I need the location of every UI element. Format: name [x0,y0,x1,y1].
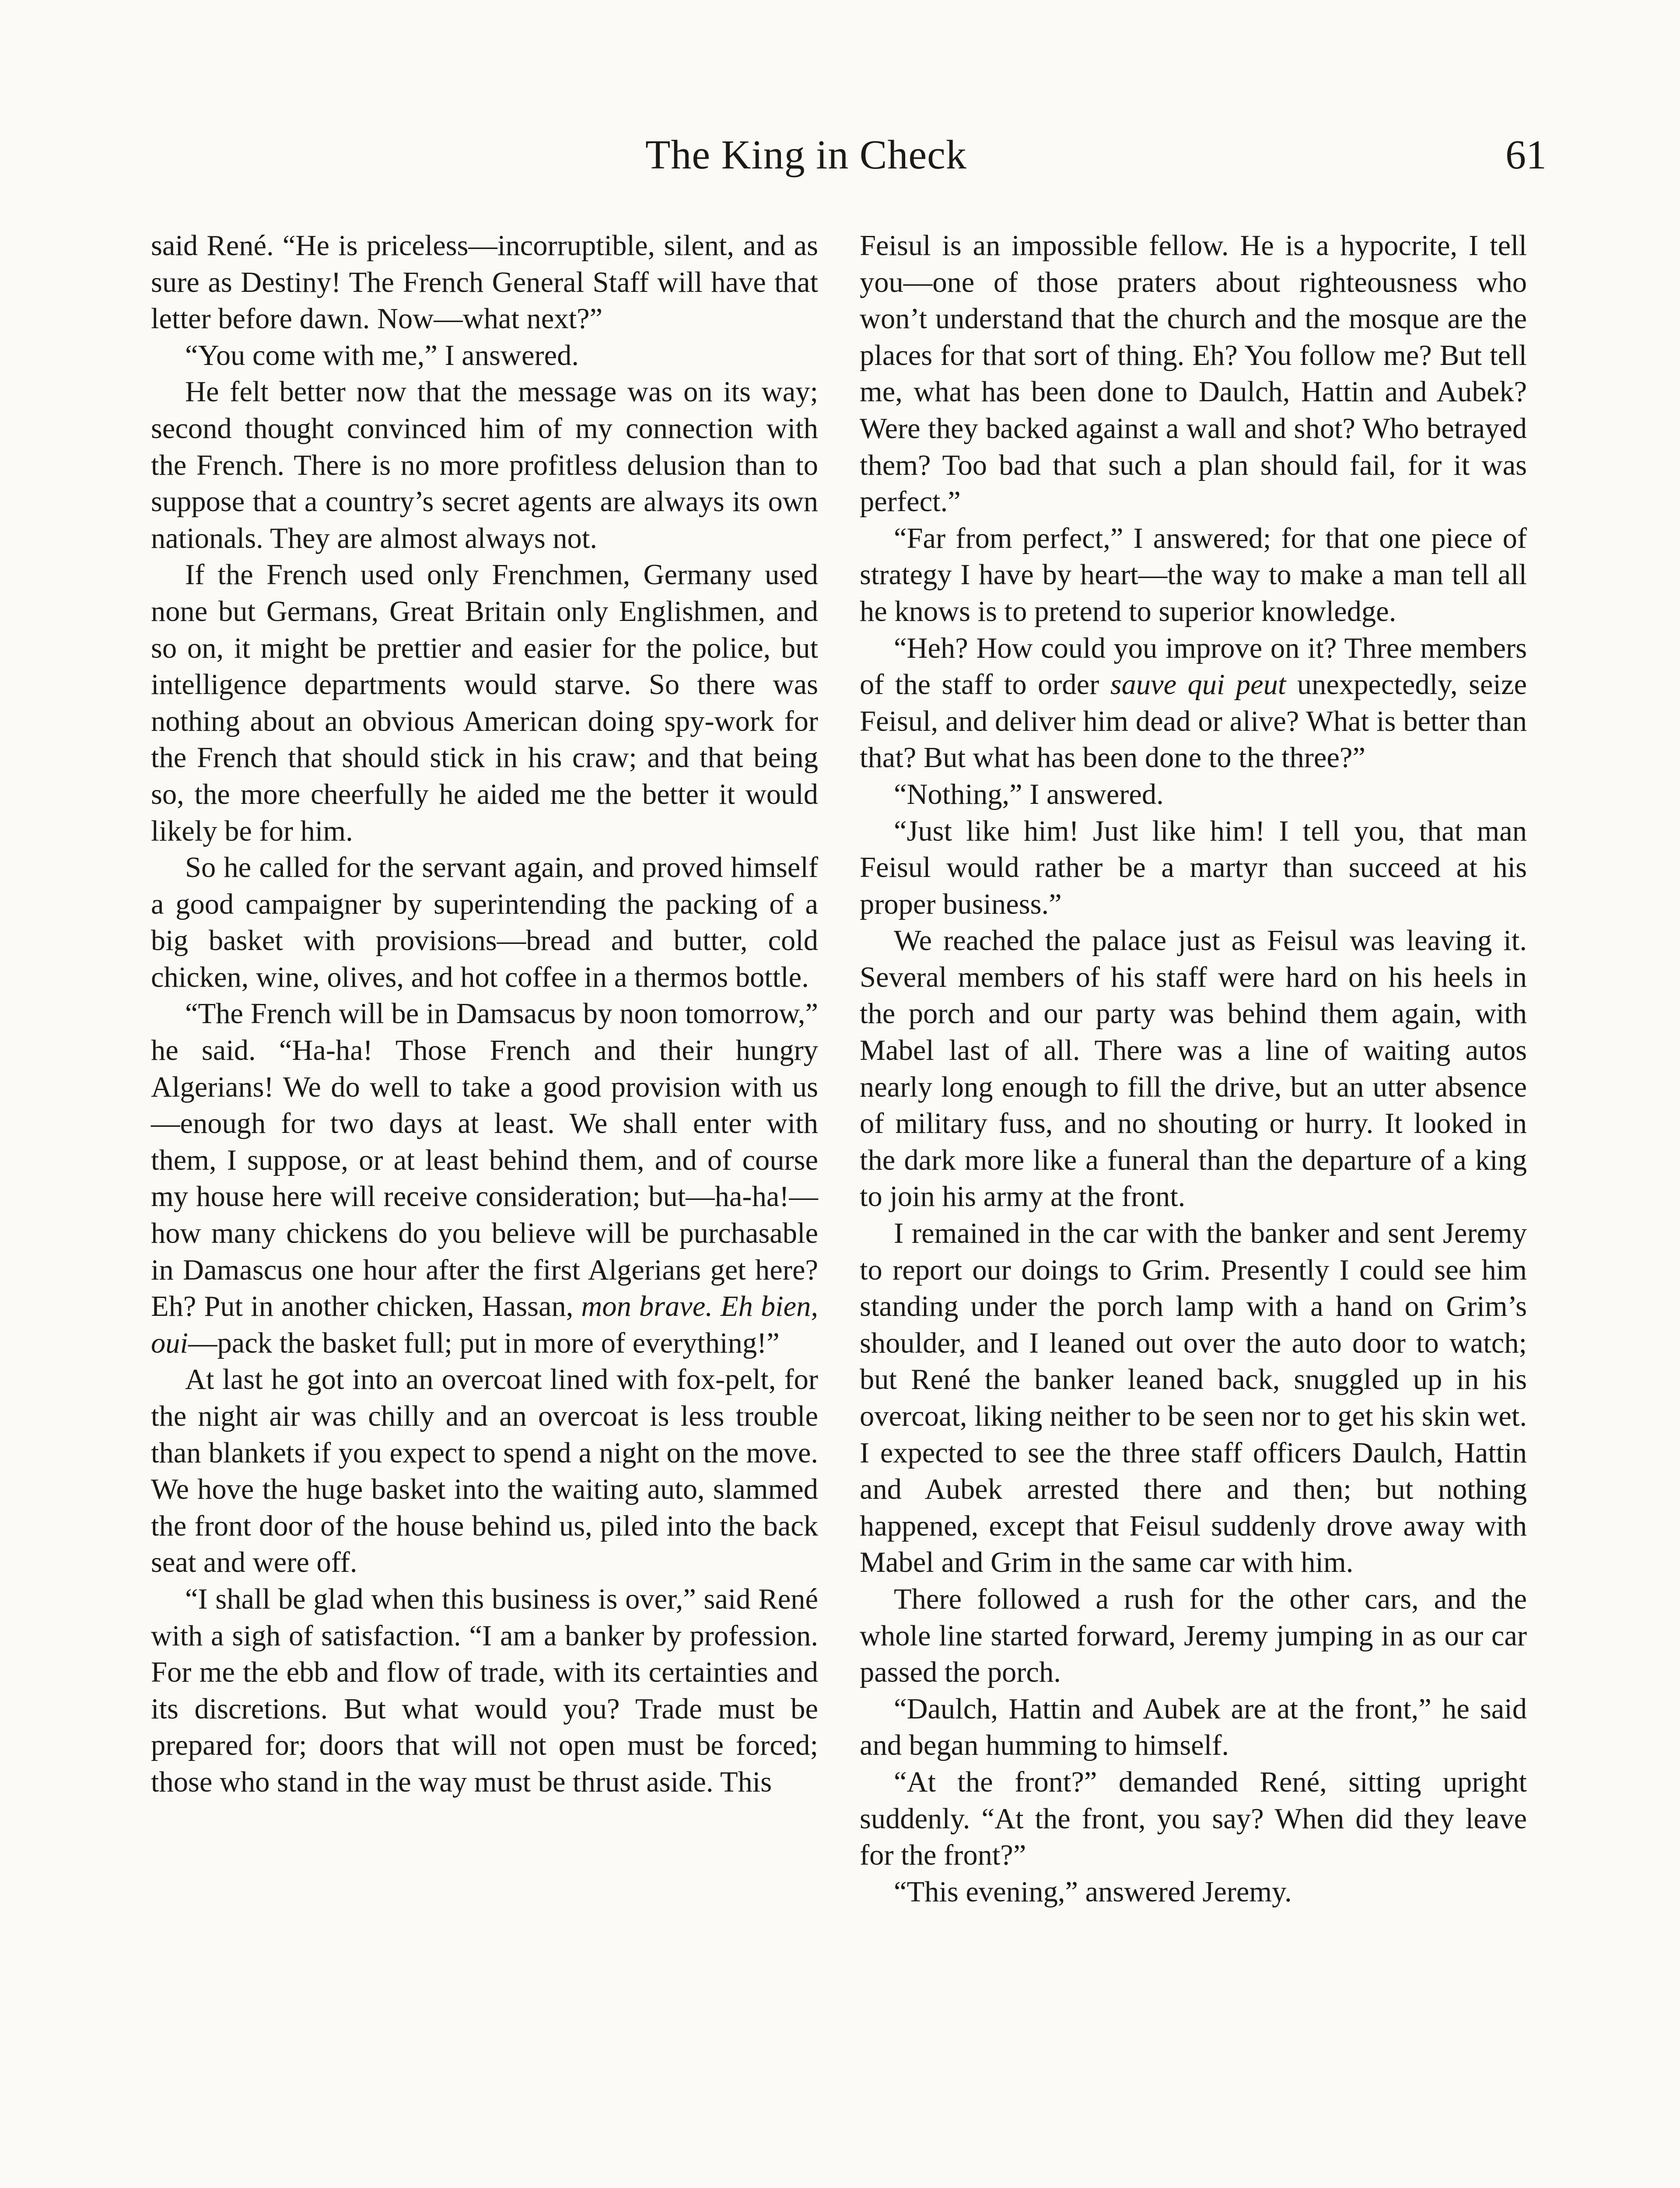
paragraph: “Just like him! Just like him! I tell you, that man Feisul would rather be a martyr than succeed at his proper business.” [860,815,1527,920]
paragraph: “Daulch, Hattin and Aubek are at the front,” he said and began humming to himself. [860,1693,1527,1762]
paragraph: “Nothing,” I answered. [894,778,1164,810]
left-column [151,228,818,1801]
page-number: 61 [1505,132,1547,178]
paragraph: “At the front?” demanded René, sitting upright suddenly. “At the front, you say? When did they leave for the front?” [860,1766,1527,1872]
paragraph: If the French used only Frenchmen, Germany used none but Germans, Great Britain only Englishmen, and so on, it might be prettier and easier for the police, but intelligence departments would starve. So there was nothing about an obvious American doing spy-work for the French that should stick in his craw; and that being so, the more cheerfully he aided me the better it would likely be for him. [151,559,818,847]
paragraph-text: “The French will be in Damsacus by noon tomorrow,” he said. “Ha-ha! Those French and their hungry Algerians! We do well to take a good provision with us—enough for two days at least. We shall enter with them, I suppose, or at least behind them, and of course my house here will receive consideration; but—ha-ha!—how many chickens do you believe will be purchasable in Damascus one hour after the first Algerians get here? Eh? Put in another chicken, Hassan, [151,998,818,1323]
italic-phrase: mon brave. Eh bien, oui [151,1290,818,1359]
paragraph: Feisul is an impossible fellow. He is a hypocrite, I tell you—one of those praters about righteousness who won’t understand that the church and the mosque are the places for that sort of thing. Eh? You follow me? But tell me, what has been done to Daulch, Hattin and Aubek? Were they backed against a wall and shot? Who betrayed them? Too bad that such a plan should fail, for it was perfect.” [860,230,1527,518]
paragraph: We reached the palace just as Feisul was leaving it. Several members of his staff were hard on his heels in the porch and our party was behind them again, with Mabel last of all. There was a line of waiting autos nearly long enough to fill the drive, but an utter absence of military fuss, and no shouting or hurry. It looked in the dark more like a funeral than the departure of a king to join his army at the front. [860,925,1527,1213]
paragraph: said René. “He is priceless—incorruptible, silent, and as sure as Destiny! The French General Staff will have that letter before dawn. Now—what next?” [151,230,818,335]
running-head-title: The King in Check [645,132,967,178]
paragraph: I remained in the car with the banker and sent Jeremy to report our doings to Grim. Presently I could see him standing under the porch lamp with a hand on Grim’s shoulder, and I leaned out over the auto door to watch; but René the banker leaned back, snuggled up in his overcoat, liking neither to be seen nor to get his skin wet. I expected to see the three staff officers Daulch, Hattin and Aubek arrested there and then; but nothing happened, except that Feisul suddenly drove away with Mabel and Grim in the same car with him. [860,1217,1527,1579]
paragraph-text: unexpectedly, seize Feisul, and deliver him dead or alive? What is better than that? But what has been done to the three?” [860,669,1527,774]
paragraph: “You come with me,” I answered. [185,339,579,372]
paragraph: “I shall be glad when this business is over,” said René with a sigh of satisfaction. “I am a banker by profession. For me the ebb and flow of trade, with its certainties and its discretions. But what would you? Trade must be prepared for; doors that will not open must be forced; those who stand in the way must be thrust aside. This [151,1583,818,1798]
paragraph: At last he got into an overcoat lined with fox-pelt, for the night air was chilly and an overcoat is less trouble than blankets if you expect to spend a night on the move. We hove the huge basket into the waiting auto, slammed the front door of the house behind us, piled into the back seat and were off. [151,1364,818,1579]
paragraph: “This evening,” answered Jeremy. [894,1876,1292,1908]
paragraph: There followed a rush for the other cars, and the whole line started forward, Jeremy jumping in as our car passed the porch. [860,1583,1527,1689]
page-header [0,131,1680,184]
paragraph-text: “Heh? How could you improve on it? Three members of the staff to order [860,632,1527,701]
paragraph [151,996,818,1361]
right-column [860,228,1527,1910]
paragraph-text: —pack the basket full; put in more of everything!” [188,1327,780,1359]
paragraph: “Far from perfect,” I answered; for that one piece of strategy I have by heart—the way to make a man tell all he knows is to pretend to superior knowledge. [860,522,1527,628]
paragraph: He felt better now that the message was on its way; second thought convinced him of my connection with the French. There is no more profitless delusion than to suppose that a country’s secret agents are always its own nationals. They are almost always not. [151,376,818,554]
italic-phrase: sauve qui peut [1110,669,1286,701]
paragraph: So he called for the servant again, and proved himself a good campaigner by superintending the packing of a big basket with provisions—bread and butter, cold chicken, wine, olives, and hot coffee in a thermos bottle. [151,852,818,993]
paragraph [860,630,1527,776]
